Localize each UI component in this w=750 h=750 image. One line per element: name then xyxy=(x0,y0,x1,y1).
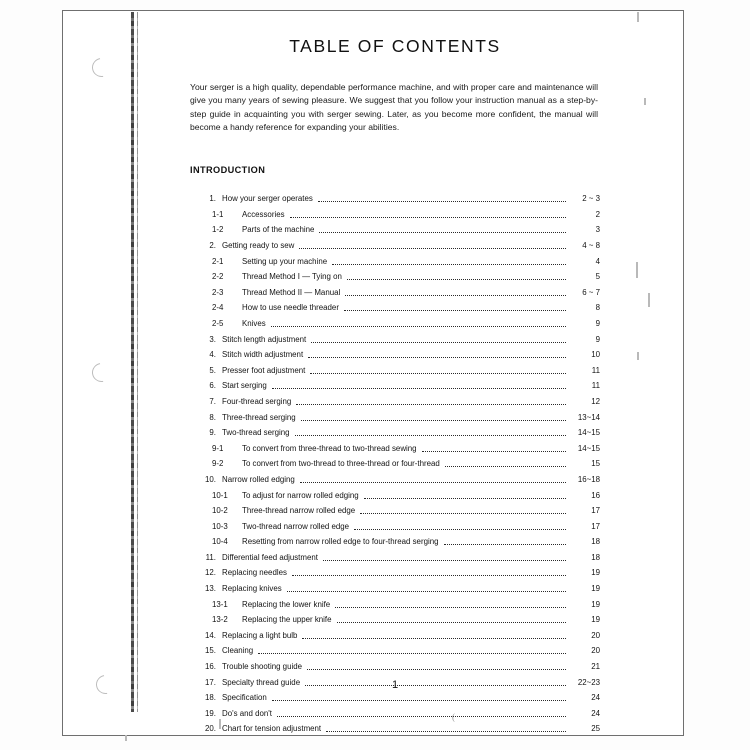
toc-entry[interactable] xyxy=(190,267,600,283)
toc-leader-dots xyxy=(287,584,566,592)
toc-leader-dots xyxy=(335,600,566,608)
toc-entry-number: 13. xyxy=(205,584,216,594)
toc-entry-label: Differential feed adjustment xyxy=(222,552,318,562)
toc-entry-page: 17 xyxy=(591,521,600,531)
toc-entry-label: Narrow rolled edging xyxy=(222,474,295,484)
toc-entry[interactable] xyxy=(190,282,600,298)
toc-entry-label: Two-thread serging xyxy=(222,428,290,438)
toc-entry-page: 8 xyxy=(595,303,600,313)
toc-leader-dots xyxy=(271,319,566,327)
toc-entry-number: 2-1 xyxy=(212,256,224,266)
scan-speck xyxy=(644,98,646,105)
toc-entry-label: Do's and don't xyxy=(222,708,272,718)
toc-entry-label: Cleaning xyxy=(222,646,254,656)
toc-entry-page: 19 xyxy=(591,568,600,578)
binding-edge-artifact-secondary xyxy=(137,12,138,712)
toc-entry-page: 25 xyxy=(591,724,600,734)
toc-entry[interactable] xyxy=(190,204,600,220)
toc-entry-number: 2-2 xyxy=(212,272,224,282)
toc-leader-dots xyxy=(272,381,566,389)
toc-leader-dots xyxy=(300,475,566,483)
toc-entry-page: 16~18 xyxy=(577,474,600,484)
toc-entry[interactable] xyxy=(190,329,600,345)
toc-entry-page: 15 xyxy=(591,459,600,469)
toc-entry-page: 4 ~ 8 xyxy=(582,241,600,250)
toc-entry-label: Stitch length adjustment xyxy=(222,334,307,344)
toc-leader-dots xyxy=(299,241,566,249)
document-body xyxy=(190,24,600,734)
toc-entry[interactable] xyxy=(190,719,600,735)
toc-entry-number: 18. xyxy=(205,693,216,703)
toc-entry[interactable] xyxy=(190,594,600,610)
toc-entry-page: 19 xyxy=(591,615,600,625)
binding-edge-artifact xyxy=(131,12,134,712)
toc-leader-dots xyxy=(258,646,566,654)
toc-entry-label: Replacing knives xyxy=(222,584,282,594)
toc-entry-page: 10 xyxy=(591,350,600,360)
toc-entry-label: To convert from two-thread to three-thread or four-thread xyxy=(242,459,440,469)
scan-speck xyxy=(636,262,638,278)
toc-entry[interactable] xyxy=(190,516,600,532)
toc-entry-number: 10-1 xyxy=(212,490,228,500)
toc-entry-label: Specification xyxy=(222,693,267,703)
toc-leader-dots xyxy=(345,288,566,296)
toc-entry-label: Three-thread serging xyxy=(222,412,296,422)
toc-entry-label: How to use needle threader xyxy=(242,303,339,313)
toc-entry-page: 16 xyxy=(591,490,600,500)
toc-entry-page: 17 xyxy=(591,506,600,516)
toc-entry-page: 19 xyxy=(591,584,600,594)
toc-entry-label: To adjust for narrow rolled edging xyxy=(242,490,359,500)
toc-entry-page: 4 xyxy=(595,256,600,266)
toc-entry[interactable] xyxy=(190,469,600,485)
toc-entry-number: 10-2 xyxy=(212,506,228,516)
toc-entry[interactable] xyxy=(190,532,600,548)
toc-leader-dots xyxy=(302,631,566,639)
toc-entry-number: 1-2 xyxy=(212,225,224,235)
toc-entry-number: 13-1 xyxy=(212,599,228,609)
toc-entry-number: 9-1 xyxy=(212,443,224,453)
toc-entry-number: 9-2 xyxy=(212,459,224,469)
toc-entry[interactable] xyxy=(190,376,600,392)
toc-leader-dots xyxy=(444,537,567,545)
toc-entry[interactable] xyxy=(190,563,600,579)
page-number: 1 xyxy=(391,679,399,691)
intro-paragraph: Your serger is a high quality, dependable performance machine, and with proper care and maintenance will give you many years of sewing pleasure. We suggest that you follow your instruction manual as a step-by-step guide in acquainting you with serger sewing. Later, as you become more confident, the manual will become a handy reference for expanding your abilities. xyxy=(190,82,598,133)
toc-entry[interactable] xyxy=(190,438,600,454)
toc-leader-dots xyxy=(360,506,566,514)
toc-leader-dots xyxy=(292,568,566,576)
toc-entry[interactable] xyxy=(190,423,600,439)
toc-entry[interactable] xyxy=(190,251,600,267)
toc-entry-label: To convert from three-thread to two-thread sewing xyxy=(242,443,417,453)
toc-entry-number: 16. xyxy=(205,662,216,672)
toc-entry-number: 2-4 xyxy=(212,303,224,313)
toc-entry[interactable] xyxy=(190,625,600,641)
toc-leader-dots xyxy=(344,303,566,311)
toc-entry[interactable] xyxy=(190,656,600,672)
toc-leader-dots xyxy=(295,428,566,436)
toc-entry-page: 18 xyxy=(591,552,600,562)
toc-entry-page: 24 xyxy=(591,708,600,718)
toc-entry-label: Start serging xyxy=(222,381,267,391)
toc-entry-label: Two-thread narrow rolled edge xyxy=(242,521,350,531)
toc-entry-page: 2 xyxy=(595,209,600,219)
toc-leader-dots xyxy=(347,272,566,280)
toc-entry-page: 6 ~ 7 xyxy=(582,287,600,297)
toc-entry[interactable] xyxy=(190,485,600,501)
toc-entry[interactable] xyxy=(190,345,600,361)
toc-entry-page: 22~23 xyxy=(577,677,600,687)
toc-entry-number: 14. xyxy=(205,630,216,640)
toc-entry[interactable] xyxy=(190,360,600,376)
toc-entry-page: 5 xyxy=(595,272,600,282)
toc-entry-page: 9 xyxy=(595,318,600,328)
toc-entry-page: 14~15 xyxy=(577,428,600,438)
toc-entry-label: Knives xyxy=(242,318,266,328)
toc-entry-label: Thread Method I — Tying on xyxy=(242,272,342,282)
toc-leader-dots xyxy=(354,522,566,530)
toc-leader-dots xyxy=(277,709,566,717)
table-of-contents xyxy=(190,189,600,735)
scan-speck xyxy=(648,293,650,307)
toc-leader-dots xyxy=(319,225,566,233)
toc-entry-page: 24 xyxy=(591,693,600,703)
toc-entry[interactable] xyxy=(190,703,600,719)
toc-leader-dots xyxy=(445,459,566,467)
toc-entry-number: 5. xyxy=(209,365,216,375)
toc-entry-page: 9 xyxy=(595,334,600,344)
toc-entry[interactable] xyxy=(190,407,600,423)
scan-speck xyxy=(637,12,639,22)
toc-entry[interactable] xyxy=(190,610,600,626)
toc-entry-number: 4. xyxy=(209,350,216,360)
toc-entry-label: How your serger operates xyxy=(222,194,313,204)
toc-entry-page: 14~15 xyxy=(577,443,600,453)
toc-entry-label: Replacing the upper knife xyxy=(242,615,332,625)
toc-entry-label: Resetting from narrow rolled edge to four-thread serging xyxy=(242,537,439,547)
toc-entry-page: 11 xyxy=(591,381,600,391)
toc-entry-page: 3 xyxy=(595,225,600,235)
toc-entry-number: 2. xyxy=(209,241,216,250)
section-heading-introduction: INTRODUCTION xyxy=(190,164,266,175)
toc-entry-number: 11. xyxy=(205,552,216,562)
toc-entry-number: 9. xyxy=(209,428,216,438)
toc-entry-page: 18 xyxy=(591,537,600,547)
toc-entry-number: 3. xyxy=(209,334,216,344)
toc-entry-label: Chart for tension adjustment xyxy=(222,724,322,734)
toc-entry-label: Trouble shooting guide xyxy=(222,662,302,672)
toc-entry-label: Replacing the lower knife xyxy=(242,599,331,609)
toc-entry-label: Specialty thread guide xyxy=(222,677,301,687)
toc-entry-label: Presser foot adjustment xyxy=(222,365,306,375)
toc-entry-page: 11 xyxy=(591,365,600,375)
toc-entry-label: Setting up your machine xyxy=(242,256,328,266)
toc-leader-dots xyxy=(318,194,566,202)
toc-leader-dots xyxy=(311,335,566,343)
toc-leader-dots xyxy=(364,491,566,499)
toc-leader-dots xyxy=(307,662,566,670)
toc-leader-dots xyxy=(326,724,566,732)
toc-entry-number: 2-5 xyxy=(212,318,224,328)
toc-entry-number: 1. xyxy=(209,194,216,204)
toc-entry-number: 12. xyxy=(205,568,216,578)
toc-entry-number: 7. xyxy=(209,396,216,406)
toc-entry[interactable] xyxy=(190,220,600,236)
toc-leader-dots xyxy=(323,553,566,561)
toc-entry-page: 20 xyxy=(591,646,600,656)
toc-entry[interactable] xyxy=(190,313,600,329)
toc-entry-label: Thread Method II — Manual xyxy=(242,287,341,297)
toc-entry-label: Three-thread narrow rolled edge xyxy=(242,506,356,516)
toc-entry-label: Replacing a light bulb xyxy=(222,630,298,640)
toc-leader-dots xyxy=(272,693,566,701)
toc-entry-number: 20. xyxy=(205,724,216,734)
toc-entry[interactable] xyxy=(190,547,600,563)
toc-entry[interactable] xyxy=(190,501,600,517)
toc-entry-number: 8. xyxy=(209,412,216,422)
toc-entry-number: 1-1 xyxy=(212,209,224,219)
toc-leader-dots xyxy=(301,413,566,421)
toc-entry-page: 12 xyxy=(591,396,600,406)
toc-leader-dots xyxy=(308,350,566,358)
toc-entry-number: 10. xyxy=(205,474,216,484)
toc-entry-label: Getting ready to sew xyxy=(222,241,295,250)
toc-entry-number: 2-3 xyxy=(212,287,224,297)
toc-entry-page: 2 ~ 3 xyxy=(582,194,600,204)
toc-entry-number: 6. xyxy=(209,381,216,391)
scan-speck xyxy=(637,352,639,360)
toc-entry-label: Replacing needles xyxy=(222,568,287,578)
toc-entry[interactable] xyxy=(190,454,600,470)
toc-entry[interactable] xyxy=(190,298,600,314)
toc-leader-dots xyxy=(422,444,566,452)
toc-entry-label: Accessories xyxy=(242,209,285,219)
scan-speck xyxy=(125,735,127,741)
toc-leader-dots xyxy=(337,615,567,623)
toc-entry-label: Stitch width adjustment xyxy=(222,350,304,360)
toc-entry-number: 10-3 xyxy=(212,521,228,531)
toc-entry-page: 13~14 xyxy=(577,412,600,422)
toc-entry-number: 17. xyxy=(205,677,216,687)
toc-entry[interactable] xyxy=(190,578,600,594)
toc-entry-number: 15. xyxy=(205,646,216,656)
toc-entry-number: 19. xyxy=(205,708,216,718)
toc-leader-dots xyxy=(310,366,566,374)
toc-entry[interactable] xyxy=(190,641,600,657)
toc-entry-number: 13-2 xyxy=(212,615,228,625)
toc-entry-number: 10-4 xyxy=(212,537,228,547)
scan-artifact-mark: ( xyxy=(452,712,455,722)
toc-leader-dots xyxy=(296,397,566,405)
toc-entry-page: 19 xyxy=(591,599,600,609)
toc-entry[interactable] xyxy=(190,189,600,205)
toc-leader-dots xyxy=(290,210,566,218)
page-title: TABLE OF CONTENTS xyxy=(289,36,501,56)
toc-entry[interactable] xyxy=(190,235,600,251)
toc-entry-page: 21 xyxy=(591,662,600,672)
toc-entry[interactable] xyxy=(190,391,600,407)
toc-entry-label: Four-thread serging xyxy=(222,396,292,406)
toc-entry-page: 20 xyxy=(591,630,600,640)
toc-leader-dots xyxy=(332,257,566,265)
toc-entry-label: Parts of the machine xyxy=(242,225,315,235)
